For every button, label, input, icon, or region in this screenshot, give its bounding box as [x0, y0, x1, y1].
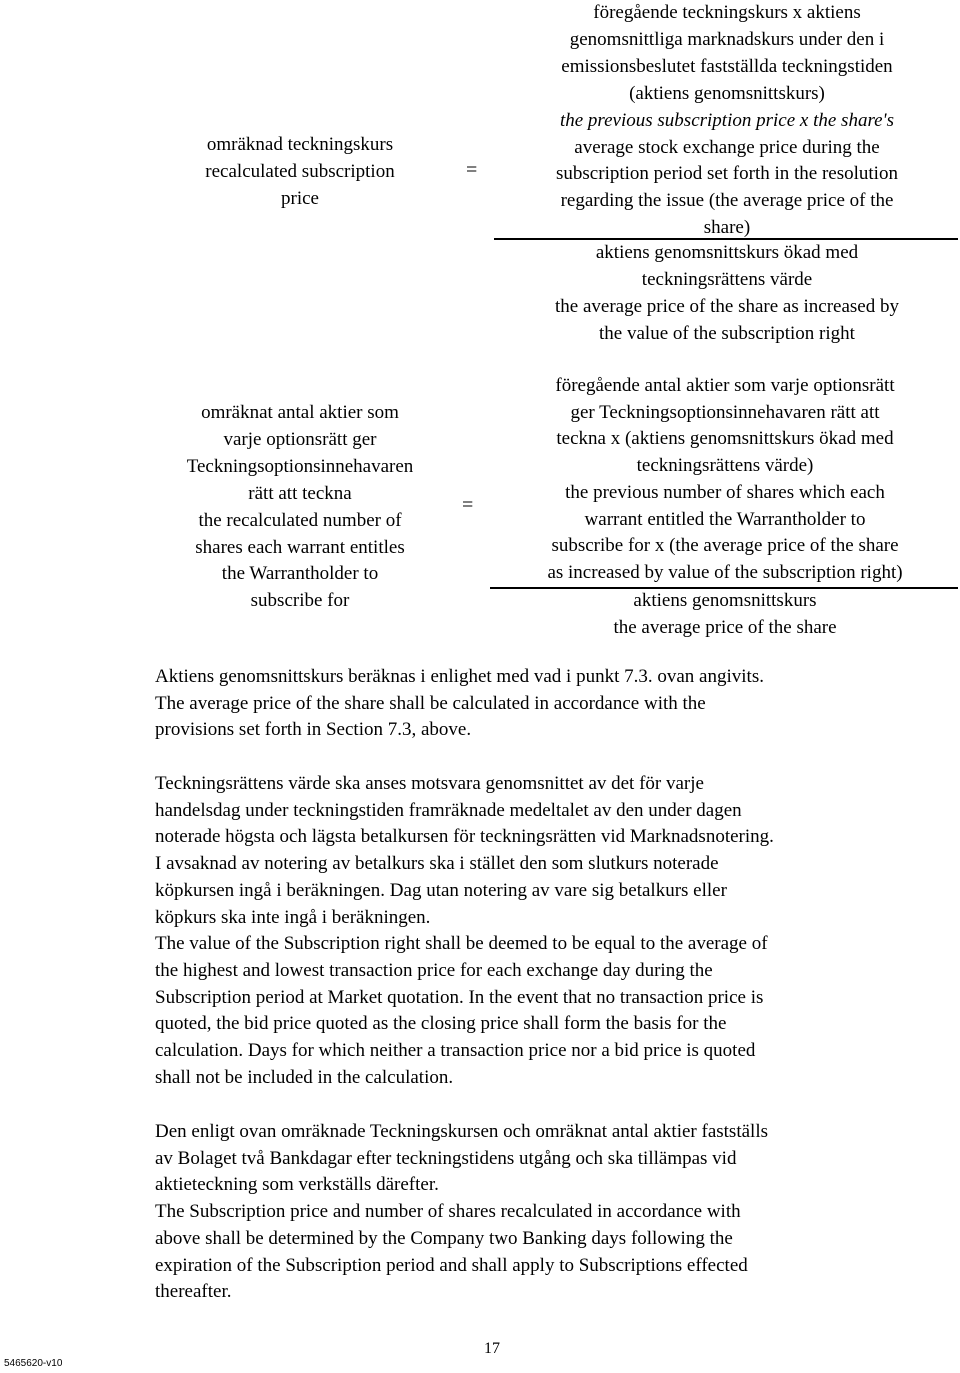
paragraph-line: köpkurs ska inte ingå i beräkningen.	[155, 906, 431, 928]
numerator-line: share)	[703, 217, 751, 239]
paragraph-line: av Bolaget två Bankdagar efter teckningstidens utgång och ska tillämpas vid	[155, 1147, 737, 1169]
denominator-line: the average price of the share	[613, 616, 837, 638]
formula-label-line: price	[281, 187, 319, 209]
denominator-line: the value of the subscription right	[599, 322, 855, 344]
formula2-equals-sign: =	[462, 494, 474, 516]
paragraph-line: Subscription period at Market quotation. In the event that no transaction price is	[155, 986, 764, 1008]
paragraph-line: Aktiens genomsnittskurs beräknas i enlighet med vad i punkt 7.3. ovan angivits.	[155, 666, 764, 687]
numerator-line: as increased by value of the subscription right)	[547, 561, 903, 583]
formula-label-line: varje optionsrätt ger	[223, 428, 377, 450]
formula-label-line: omräknad teckningskurs	[206, 134, 394, 155]
formula2-denominator	[490, 588, 960, 641]
paragraph-line: noterade högsta och lägsta betalkursen för teckningsrätten vid Marknadsnotering.	[155, 826, 774, 848]
paragraph-line: above shall be determined by the Company two Banking days following the	[155, 1227, 733, 1249]
paragraph-line: The value of the Subscription right shall be deemed to be equal to the average of	[155, 933, 768, 955]
numerator-line: teckningsrättens värde)	[636, 455, 814, 477]
numerator-line: the previous number of shares which each	[565, 481, 885, 503]
paragraph-average-price	[155, 664, 945, 744]
paragraph-line: quoted, the bid price quoted as the closing price shall form the basis for the	[155, 1013, 727, 1035]
numerator-line: average stock exchange price during the	[574, 136, 880, 158]
formula-label-line: the recalculated number of	[198, 509, 402, 531]
numerator-line: subscribe for x (the average price of the share	[551, 535, 899, 557]
formula-label-line: shares each warrant entitles	[195, 536, 405, 558]
numerator-line: regarding the issue (the average price of the	[560, 190, 894, 212]
paragraph-determination	[155, 1119, 945, 1306]
paragraph-line: provisions set forth in Section 7.3, above.	[155, 719, 472, 741]
paragraph-line: köpkursen ingå i beräkningen. Dag utan notering av vare sig betalkurs eller	[155, 879, 727, 901]
formula-label-line: recalculated subscription	[205, 160, 395, 182]
formula1-label	[150, 132, 450, 213]
formula1-denominator	[494, 240, 960, 348]
formula-label-line: subscribe for	[250, 590, 350, 612]
formula-label-line: omräknat antal aktier som	[201, 402, 399, 423]
paragraph-line: Teckningsrättens värde ska anses motsvara genomsnittet av det för varje	[155, 773, 704, 794]
numerator-line: warrant entitled the Warrantholder to	[584, 508, 866, 530]
numerator-line: föregående teckningskurs x aktiens	[593, 2, 861, 23]
numerator-line: subscription period set forth in the resolution	[556, 163, 898, 185]
denominator-line: aktiens genomsnittskurs	[633, 590, 817, 611]
formula1-numerator	[494, 0, 960, 242]
numerator-line: ger Teckningsoptionsinnehavaren rätt att	[570, 401, 880, 423]
numerator-line: teckna x (aktiens genomsnittskurs ökad med	[556, 428, 894, 450]
formula2-numerator	[490, 373, 960, 587]
paragraph-line: expiration of the Subscription period and shall apply to Subscriptions effected	[155, 1254, 748, 1276]
page-number: 17	[484, 1340, 500, 1357]
formula2-label	[150, 400, 450, 615]
formula-label-line: rätt att teckna	[248, 482, 352, 504]
formula-label-line: Teckningsoptionsinnehavaren	[186, 455, 414, 477]
paragraph-line: aktieteckning som verkställs därefter.	[155, 1174, 439, 1196]
paragraph-line: The Subscription price and number of shares recalculated in accordance with	[155, 1201, 741, 1223]
paragraph-line: The average price of the share shall be calculated in accordance with the	[155, 692, 706, 714]
paragraph-line: Den enligt ovan omräknade Teckningskursen och omräknat antal aktier fastställs	[155, 1121, 768, 1142]
paragraph-line: the highest and lowest transaction price for each exchange day during the	[155, 959, 713, 981]
numerator-line: genomsnittliga marknadskurs under den i	[569, 28, 885, 50]
paragraph-line: shall not be included in the calculation.	[155, 1066, 454, 1088]
paragraph-line: I avsaknad av notering av betalkurs ska i stället den som slutkurs noterade	[155, 853, 719, 875]
paragraph-line: thereafter.	[155, 1281, 232, 1303]
numerator-line: the previous subscription price x the share's	[559, 109, 895, 131]
formula-label-line: the Warrantholder to	[221, 563, 379, 585]
paragraph-line: handelsdag under teckningstiden framräknade medeltalet av den under dagen	[155, 799, 742, 821]
numerator-line: (aktiens genomsnittskurs)	[629, 82, 825, 104]
formula1-equals-sign: =	[466, 159, 478, 181]
paragraph-line: calculation. Days for which neither a transaction price nor a bid price is quoted	[155, 1040, 756, 1062]
numerator-line: emissionsbeslutet fastställda teckningstiden	[561, 55, 893, 77]
denominator-line: aktiens genomsnittskurs ökad med	[595, 242, 859, 263]
denominator-line: the average price of the share as increased by	[555, 295, 899, 317]
denominator-line: teckningsrättens värde	[641, 268, 813, 290]
paragraph-subscription-right-value	[155, 771, 945, 1091]
document-id: 5465620-v10	[4, 1358, 63, 1369]
numerator-line: föregående antal aktier som varje optionsrätt	[555, 375, 895, 396]
